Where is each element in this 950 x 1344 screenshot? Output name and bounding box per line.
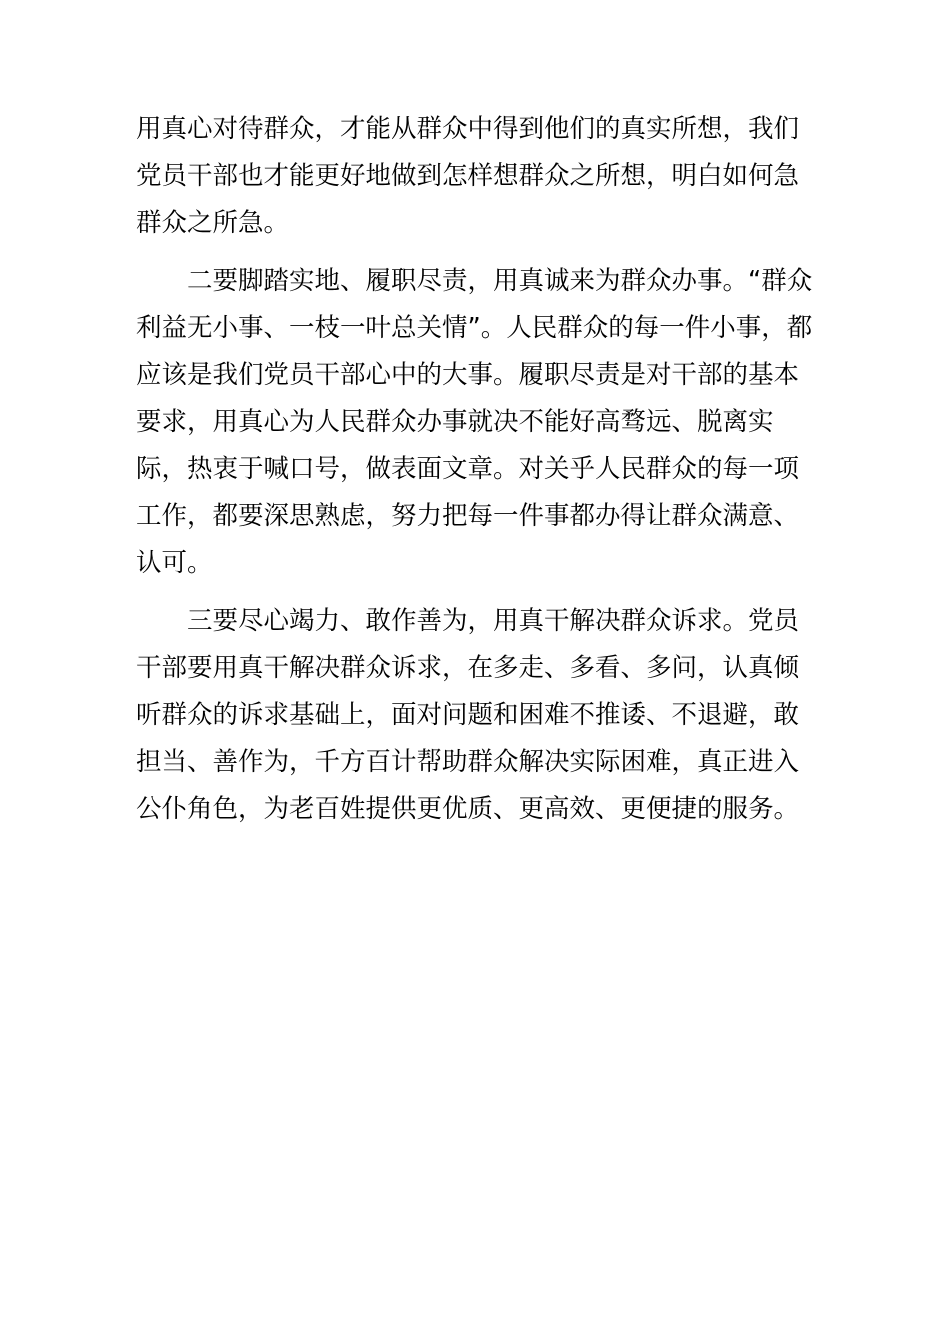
text-line: 用真心对待群众，才能从群众中得到他们的真实所想，我们 [136, 114, 800, 144]
text-line: 党员干部也才能更好地做到怎样想群众之所想，明白如何急 [136, 161, 800, 191]
text-line: 认可。 [136, 548, 213, 578]
text-line: 利益无小事、一枝一叶总关情”。人民群众的每一件小事，都 [136, 313, 813, 343]
text-line: 工作，都要深思熟虑，努力把每一件事都办得让群众满意、 [136, 501, 800, 531]
paragraph-1 [136, 106, 816, 247]
document-body [136, 106, 816, 844]
text-line: 三要尽心竭力、敢作善为，用真干解决群众诉求。党员 [187, 606, 800, 636]
text-line: 应该是我们党员干部心中的大事。履职尽责是对干部的基本 [136, 360, 800, 390]
paragraph-3 [136, 598, 816, 833]
text-line: 群众之所急。 [136, 208, 290, 238]
text-line: 公仆角色，为老百姓提供更优质、更高效、更便捷的服务。 [136, 794, 800, 824]
text-line: 干部要用真干解决群众诉求，在多走、多看、多问，认真倾 [136, 653, 800, 683]
text-line: 际，热衷于喊口号，做表面文章。对关乎人民群众的每一项 [136, 454, 800, 484]
text-line: 二要脚踏实地、履职尽责，用真诚来为群众办事。“群众 [187, 266, 813, 296]
text-line: 要求，用真心为人民群众办事就决不能好高骛远、脱离实 [136, 407, 774, 437]
paragraph-2 [136, 258, 816, 587]
text-line: 担当、善作为，千方百计帮助群众解决实际困难，真正进入 [136, 747, 800, 777]
text-line: 听群众的诉求基础上，面对问题和困难不推诿、不退避，敢 [136, 700, 800, 730]
